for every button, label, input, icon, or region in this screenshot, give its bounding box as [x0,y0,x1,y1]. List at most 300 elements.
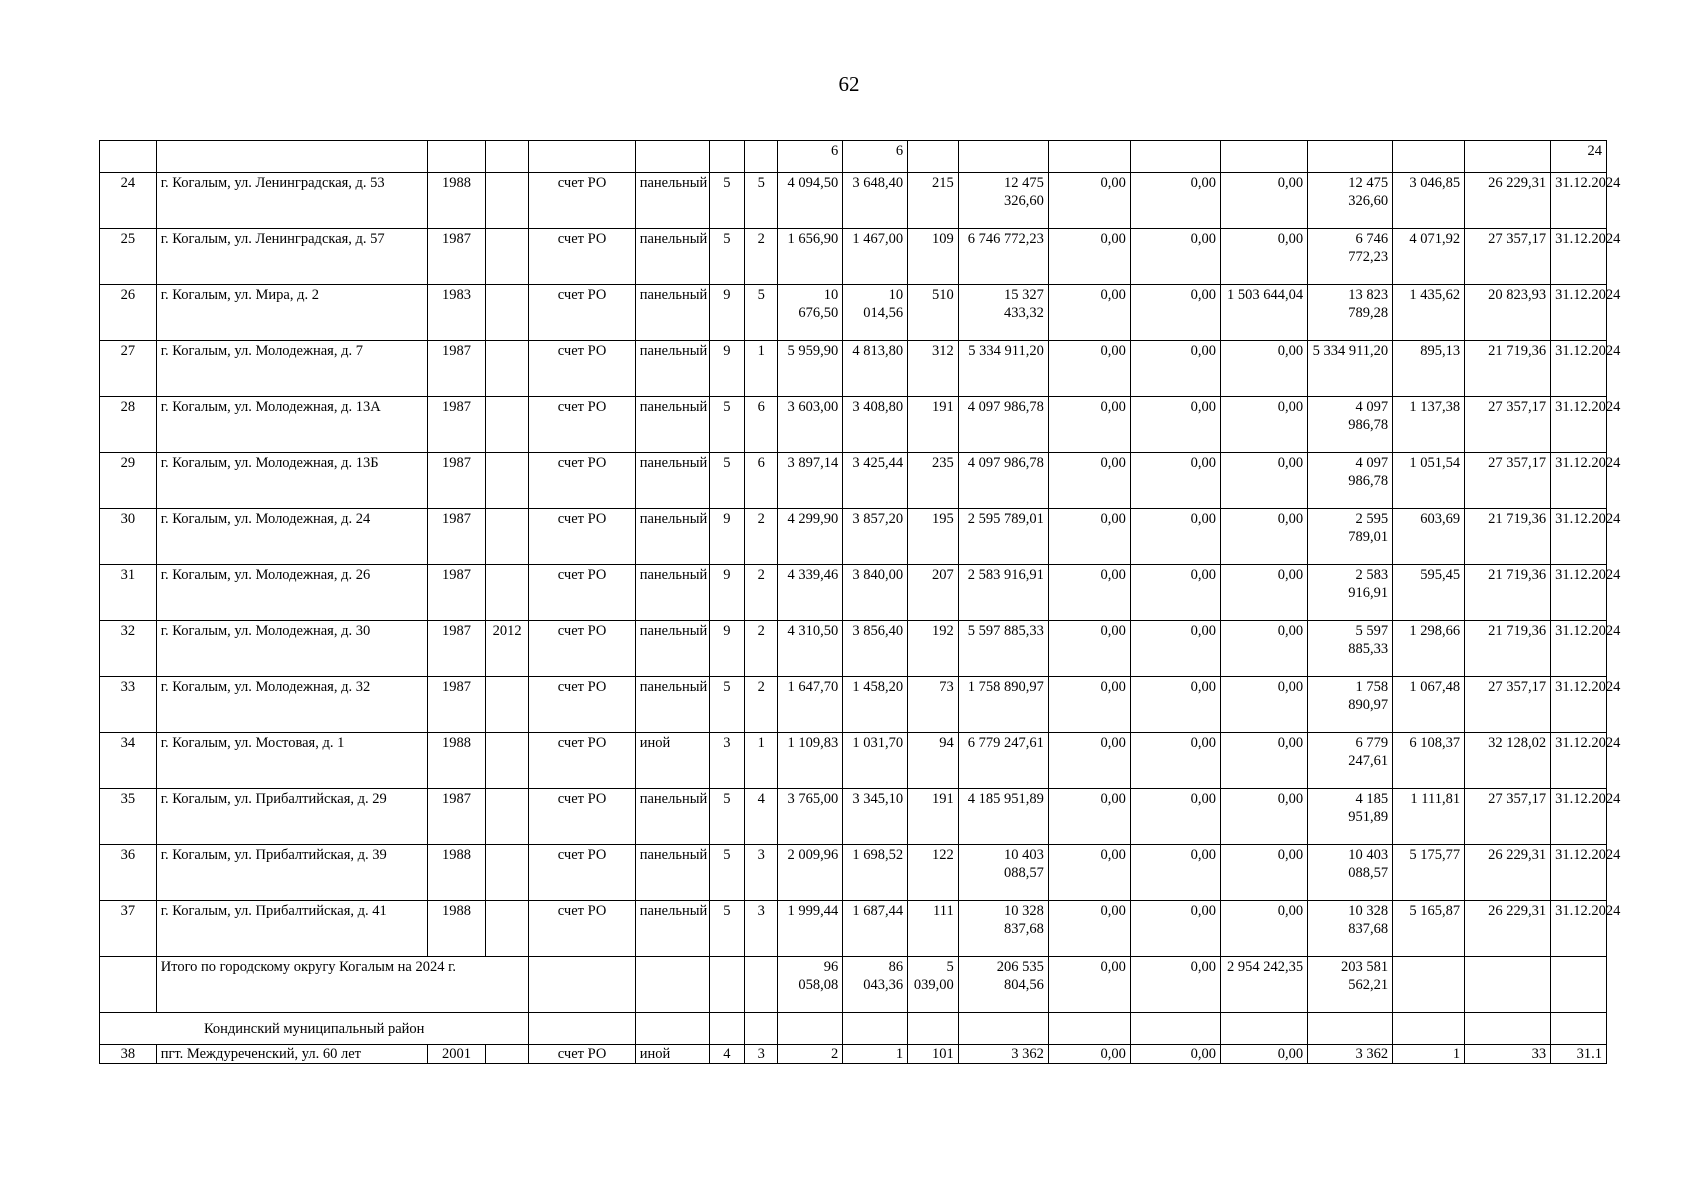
row-limit-cost: 21 719,36 [1465,621,1551,677]
row-end-date: 31.12.2024 [1551,733,1607,789]
row-area-living: 1 687,44 [843,901,908,957]
row-cost-total: 5 334 911,20 [958,341,1048,397]
row-fund: счет РО [529,1045,635,1064]
row-residents: 191 [908,397,959,453]
row-fund: счет РО [529,901,635,957]
row-floors: 5 [709,397,744,453]
row-fund-loc: 0,00 [1221,565,1308,621]
row-address: г. Когалым, ул. Молодежная, д. 30 [156,621,427,677]
row-fund-fed: 0,00 [1048,789,1130,845]
row-fund: счет РО [529,229,635,285]
row-year: 1988 [428,733,486,789]
row-year: 2001 [428,1045,486,1064]
row-entrances: 2 [745,565,778,621]
row-entrances: 5 [745,285,778,341]
row-limit-cost: 21 719,36 [1465,341,1551,397]
row-end-date: 31.1 [1551,1045,1607,1064]
row-entrances: 3 [745,901,778,957]
row-cost-total: 4 097 986,78 [958,453,1048,509]
row-residents: 109 [908,229,959,285]
row-residents: 101 [908,1045,959,1064]
row-fund-loc: 0,00 [1221,845,1308,901]
row-cost-per-m2: 6 108,37 [1393,733,1465,789]
table-row [100,565,1607,621]
row-year-2 [485,285,529,341]
row-residents: 111 [908,901,959,957]
table-row [100,509,1607,565]
row-area-total: 1 647,70 [778,677,843,733]
row-cost-total: 10 328 837,68 [958,901,1048,957]
row-fund-reg: 0,00 [1130,845,1220,901]
row-fund-fed: 0,00 [1048,901,1130,957]
row-area-living: 1 698,52 [843,845,908,901]
row-residents: 510 [908,285,959,341]
row-area-total: 1 999,44 [778,901,843,957]
row-cost-total: 1 758 890,97 [958,677,1048,733]
table-body [100,141,1621,1064]
total-fund-owner: 203 581 562,21 [1308,957,1393,1013]
row-fund-reg: 0,00 [1130,1045,1220,1064]
row-fund-owner: 1 758 890,97 [1308,677,1393,733]
continued-area-total: 6 [778,141,843,173]
row-number: 35 [100,789,157,845]
row-address: г. Когалым, ул. Молодежная, д. 24 [156,509,427,565]
row-number: 27 [100,341,157,397]
row-limit-cost: 21 719,36 [1465,509,1551,565]
row-cost-per-m2: 1 137,38 [1393,397,1465,453]
row-fund-fed: 0,00 [1048,677,1130,733]
row-cost-per-m2: 3 046,85 [1393,173,1465,229]
row-address: пгт. Междуреченский, ул. 60 лет [156,1045,427,1064]
row-fund-owner: 3 362 [1308,1045,1393,1064]
row-cost-total: 3 362 [958,1045,1048,1064]
row-area-living: 1 [843,1045,908,1064]
row-fund-owner: 2 583 916,91 [1308,565,1393,621]
row-floors: 9 [709,509,744,565]
row-cost-total: 2 583 916,91 [958,565,1048,621]
row-number: 26 [100,285,157,341]
row-year-2 [485,397,529,453]
row-entrances: 3 [745,1045,778,1064]
row-floors: 5 [709,901,744,957]
row-fund-loc: 0,00 [1221,901,1308,957]
row-fund-owner: 4 097 986,78 [1308,453,1393,509]
row-cost-total: 10 403 088,57 [958,845,1048,901]
row-number: 25 [100,229,157,285]
row-end-date: 31.12.2024 [1551,229,1607,285]
row-address: г. Когалым, ул. Мира, д. 2 [156,285,427,341]
row-fund: счет РО [529,677,635,733]
row-year-2 [485,677,529,733]
row-material: иной [635,733,709,789]
row-area-total: 10 676,50 [778,285,843,341]
row-year: 1987 [428,397,486,453]
row-fund: счет РО [529,845,635,901]
row-cost-per-m2: 1 435,62 [1393,285,1465,341]
row-fund-loc: 1 503 644,04 [1221,285,1308,341]
row-cost-per-m2: 1 067,48 [1393,677,1465,733]
row-material: иной [635,1045,709,1064]
row-fund-reg: 0,00 [1130,285,1220,341]
row-area-living: 1 458,20 [843,677,908,733]
row-entrances: 2 [745,229,778,285]
row-number: 28 [100,397,157,453]
row-area-total: 2 009,96 [778,845,843,901]
district-header-row [100,1013,1607,1045]
row-address: г. Когалым, ул. Молодежная, д. 13Б [156,453,427,509]
row-fund-owner: 4 097 986,78 [1308,397,1393,453]
row-cost-total: 5 597 885,33 [958,621,1048,677]
row-limit-cost: 27 357,17 [1465,677,1551,733]
row-area-living: 3 425,44 [843,453,908,509]
page-number: 62 [838,72,860,96]
row-end-date: 31.12.2024 [1551,509,1607,565]
row-fund: счет РО [529,565,635,621]
row-number: 38 [100,1045,157,1064]
row-cost-per-m2: 5 165,87 [1393,901,1465,957]
row-year-2: 2012 [485,621,529,677]
row-material: панельный [635,397,709,453]
row-year: 1987 [428,789,486,845]
row-number: 33 [100,677,157,733]
row-limit-cost: 26 229,31 [1465,173,1551,229]
row-entrances: 3 [745,845,778,901]
total-cost: 206 535 804,56 [958,957,1048,1013]
row-entrances: 6 [745,453,778,509]
row-fund-fed: 0,00 [1048,621,1130,677]
row-year-2 [485,733,529,789]
row-material: панельный [635,565,709,621]
row-address: г. Когалым, ул. Молодежная, д. 32 [156,677,427,733]
table-row [100,229,1607,285]
row-cost-per-m2: 1 111,81 [1393,789,1465,845]
row-number: 31 [100,565,157,621]
total-label: Итого по городскому округу Когалым на 2024 г. [156,957,529,1013]
row-fund-owner: 5 334 911,20 [1308,341,1393,397]
row-floors: 9 [709,621,744,677]
row-address: г. Когалым, ул. Прибалтийская, д. 29 [156,789,427,845]
row-cost-total: 6 779 247,61 [958,733,1048,789]
row-fund-reg: 0,00 [1130,565,1220,621]
row-year-2 [485,901,529,957]
row-material: панельный [635,845,709,901]
row-fund-fed: 0,00 [1048,509,1130,565]
row-fund-loc: 0,00 [1221,509,1308,565]
row-area-total: 4 310,50 [778,621,843,677]
table-row [100,621,1607,677]
row-area-living: 4 813,80 [843,341,908,397]
row-fund: счет РО [529,285,635,341]
row-fund-reg: 0,00 [1130,341,1220,397]
row-fund-reg: 0,00 [1130,621,1220,677]
row-address: г. Когалым, ул. Мостовая, д. 1 [156,733,427,789]
row-end-date: 31.12.2024 [1551,453,1607,509]
row-area-total: 1 109,83 [778,733,843,789]
row-fund-owner: 5 597 885,33 [1308,621,1393,677]
row-year: 1987 [428,453,486,509]
row-material: панельный [635,621,709,677]
row-floors: 5 [709,845,744,901]
table-row [100,845,1607,901]
row-fund-fed: 0,00 [1048,229,1130,285]
row-fund-owner: 6 746 772,23 [1308,229,1393,285]
row-fund-fed: 0,00 [1048,733,1130,789]
row-year-2 [485,229,529,285]
row-fund-owner: 2 595 789,01 [1308,509,1393,565]
row-fund-loc: 0,00 [1221,341,1308,397]
row-year: 1988 [428,173,486,229]
row-fund: счет РО [529,509,635,565]
row-limit-cost: 27 357,17 [1465,229,1551,285]
row-limit-cost: 21 719,36 [1465,565,1551,621]
total-fund-loc: 2 954 242,35 [1221,957,1308,1013]
total-fund-fed: 0,00 [1048,957,1130,1013]
row-fund: счет РО [529,453,635,509]
row-material: панельный [635,173,709,229]
row-fund-loc: 0,00 [1221,173,1308,229]
continued-end-date: 24 [1551,141,1607,173]
row-cost-total: 4 097 986,78 [958,397,1048,453]
row-area-total: 1 656,90 [778,229,843,285]
row-year-2 [485,509,529,565]
row-area-total: 5 959,90 [778,341,843,397]
row-end-date: 31.12.2024 [1551,621,1607,677]
row-fund: счет РО [529,733,635,789]
row-fund-fed: 0,00 [1048,565,1130,621]
row-address: г. Когалым, ул. Прибалтийская, д. 41 [156,901,427,957]
row-cost-total: 15 327 433,32 [958,285,1048,341]
row-residents: 73 [908,677,959,733]
row-year-2 [485,341,529,397]
row-fund-owner: 6 779 247,61 [1308,733,1393,789]
row-limit-cost: 32 128,02 [1465,733,1551,789]
row-fund-reg: 0,00 [1130,453,1220,509]
row-limit-cost: 26 229,31 [1465,845,1551,901]
row-area-living: 3 857,20 [843,509,908,565]
row-number: 32 [100,621,157,677]
row-material: панельный [635,677,709,733]
row-year: 1987 [428,229,486,285]
row-fund-fed: 0,00 [1048,1045,1130,1064]
row-residents: 235 [908,453,959,509]
row-residents: 195 [908,509,959,565]
row-area-living: 1 031,70 [843,733,908,789]
total-area-living: 86 043,36 [843,957,908,1013]
row-fund-owner: 13 823 789,28 [1308,285,1393,341]
table-row [100,789,1607,845]
row-material: панельный [635,229,709,285]
row-address: г. Когалым, ул. Молодежная, д. 26 [156,565,427,621]
row-entrances: 1 [745,341,778,397]
row-area-living: 1 467,00 [843,229,908,285]
row-fund-loc: 0,00 [1221,1045,1308,1064]
row-floors: 5 [709,229,744,285]
row-area-living: 3 345,10 [843,789,908,845]
row-cost-per-m2: 5 175,77 [1393,845,1465,901]
row-year-2 [485,789,529,845]
row-cost-total: 4 185 951,89 [958,789,1048,845]
row-year-2 [485,453,529,509]
row-end-date: 31.12.2024 [1551,845,1607,901]
row-fund-reg: 0,00 [1130,677,1220,733]
row-fund-owner: 12 475 326,60 [1308,173,1393,229]
table-row [100,397,1607,453]
total-row [100,957,1607,1013]
row-number: 30 [100,509,157,565]
row-fund-fed: 0,00 [1048,453,1130,509]
row-limit-cost: 20 823,93 [1465,285,1551,341]
row-area-living: 10 014,56 [843,285,908,341]
table-row [100,901,1607,957]
row-year: 1988 [428,901,486,957]
row-year: 1987 [428,621,486,677]
row-end-date: 31.12.2024 [1551,789,1607,845]
row-fund-loc: 0,00 [1221,229,1308,285]
row-entrances: 1 [745,733,778,789]
row-fund: счет РО [529,621,635,677]
row-fund-loc: 0,00 [1221,677,1308,733]
table-row [100,453,1607,509]
row-limit-cost: 27 357,17 [1465,397,1551,453]
row-end-date: 31.12.2024 [1551,173,1607,229]
row-material: панельный [635,901,709,957]
row-end-date: 31.12.2024 [1551,565,1607,621]
row-address: г. Когалым, ул. Ленинградская, д. 53 [156,173,427,229]
row-year: 1987 [428,509,486,565]
row-fund: счет РО [529,173,635,229]
row-fund-fed: 0,00 [1048,845,1130,901]
row-area-total: 3 897,14 [778,453,843,509]
row-fund-fed: 0,00 [1048,173,1130,229]
row-entrances: 5 [745,173,778,229]
row-year: 1987 [428,565,486,621]
row-floors: 5 [709,173,744,229]
continued-row [100,141,1607,173]
row-fund-reg: 0,00 [1130,173,1220,229]
row-area-total: 2 [778,1045,843,1064]
row-year: 1983 [428,285,486,341]
row-number: 37 [100,901,157,957]
row-fund-reg: 0,00 [1130,733,1220,789]
row-fund-reg: 0,00 [1130,789,1220,845]
row-floors: 3 [709,733,744,789]
row-cost-per-m2: 1 298,66 [1393,621,1465,677]
row-fund-fed: 0,00 [1048,397,1130,453]
row-end-date: 31.12.2024 [1551,285,1607,341]
row-year-2 [485,173,529,229]
row-entrances: 4 [745,789,778,845]
table-row [100,677,1607,733]
row-floors: 9 [709,285,744,341]
row-fund-loc: 0,00 [1221,621,1308,677]
table-row [100,173,1607,229]
row-entrances: 2 [745,509,778,565]
row-residents: 312 [908,341,959,397]
row-cost-per-m2: 895,13 [1393,341,1465,397]
row-number: 36 [100,845,157,901]
total-fund-reg: 0,00 [1130,957,1220,1013]
row-year: 1988 [428,845,486,901]
row-cost-per-m2: 4 071,92 [1393,229,1465,285]
row-fund-loc: 0,00 [1221,397,1308,453]
row-material: панельный [635,285,709,341]
row-floors: 5 [709,789,744,845]
row-fund: счет РО [529,789,635,845]
row-address: г. Когалым, ул. Молодежная, д. 13А [156,397,427,453]
row-end-date: 31.12.2024 [1551,901,1607,957]
row-entrances: 2 [745,677,778,733]
row-fund-loc: 0,00 [1221,453,1308,509]
table-row [100,285,1607,341]
row-fund-reg: 0,00 [1130,229,1220,285]
row-floors: 5 [709,453,744,509]
total-area-total: 96 058,08 [778,957,843,1013]
table-row [100,733,1607,789]
row-year: 1987 [428,677,486,733]
row-address: г. Когалым, ул. Молодежная, д. 7 [156,341,427,397]
capital-repair-table [99,140,1621,1064]
row-area-total: 4 299,90 [778,509,843,565]
row-end-date: 31.12.2024 [1551,341,1607,397]
row-end-date: 31.12.2024 [1551,397,1607,453]
row-year: 1987 [428,341,486,397]
row-material: панельный [635,789,709,845]
row-entrances: 2 [745,621,778,677]
row-cost-total: 6 746 772,23 [958,229,1048,285]
table-row-partial [100,1045,1607,1064]
row-area-living: 3 648,40 [843,173,908,229]
row-number: 34 [100,733,157,789]
row-fund-reg: 0,00 [1130,397,1220,453]
row-fund-fed: 0,00 [1048,285,1130,341]
row-entrances: 6 [745,397,778,453]
row-cost-total: 2 595 789,01 [958,509,1048,565]
row-residents: 191 [908,789,959,845]
row-fund: счет РО [529,341,635,397]
row-floors: 5 [709,677,744,733]
district-header: Кондинский муниципальный район [100,1013,529,1045]
row-fund-loc: 0,00 [1221,789,1308,845]
row-limit-cost: 33 [1465,1045,1551,1064]
row-area-living: 3 856,40 [843,621,908,677]
row-material: панельный [635,453,709,509]
row-material: панельный [635,509,709,565]
row-cost-total: 12 475 326,60 [958,173,1048,229]
row-cost-per-m2: 603,69 [1393,509,1465,565]
row-area-total: 3 603,00 [778,397,843,453]
row-residents: 122 [908,845,959,901]
row-area-living: 3 408,80 [843,397,908,453]
row-floors: 9 [709,565,744,621]
row-end-date: 31.12.2024 [1551,677,1607,733]
row-address: г. Когалым, ул. Прибалтийская, д. 39 [156,845,427,901]
row-limit-cost: 27 357,17 [1465,453,1551,509]
row-limit-cost: 27 357,17 [1465,789,1551,845]
row-fund-reg: 0,00 [1130,901,1220,957]
table-row [100,341,1607,397]
row-fund: счет РО [529,397,635,453]
row-fund-owner: 10 403 088,57 [1308,845,1393,901]
row-number: 24 [100,173,157,229]
row-fund-fed: 0,00 [1048,341,1130,397]
row-fund-loc: 0,00 [1221,733,1308,789]
row-area-total: 4 339,46 [778,565,843,621]
row-year-2 [485,565,529,621]
row-area-total: 3 765,00 [778,789,843,845]
continued-area-living: 6 [843,141,908,173]
row-cost-per-m2: 595,45 [1393,565,1465,621]
row-number: 29 [100,453,157,509]
